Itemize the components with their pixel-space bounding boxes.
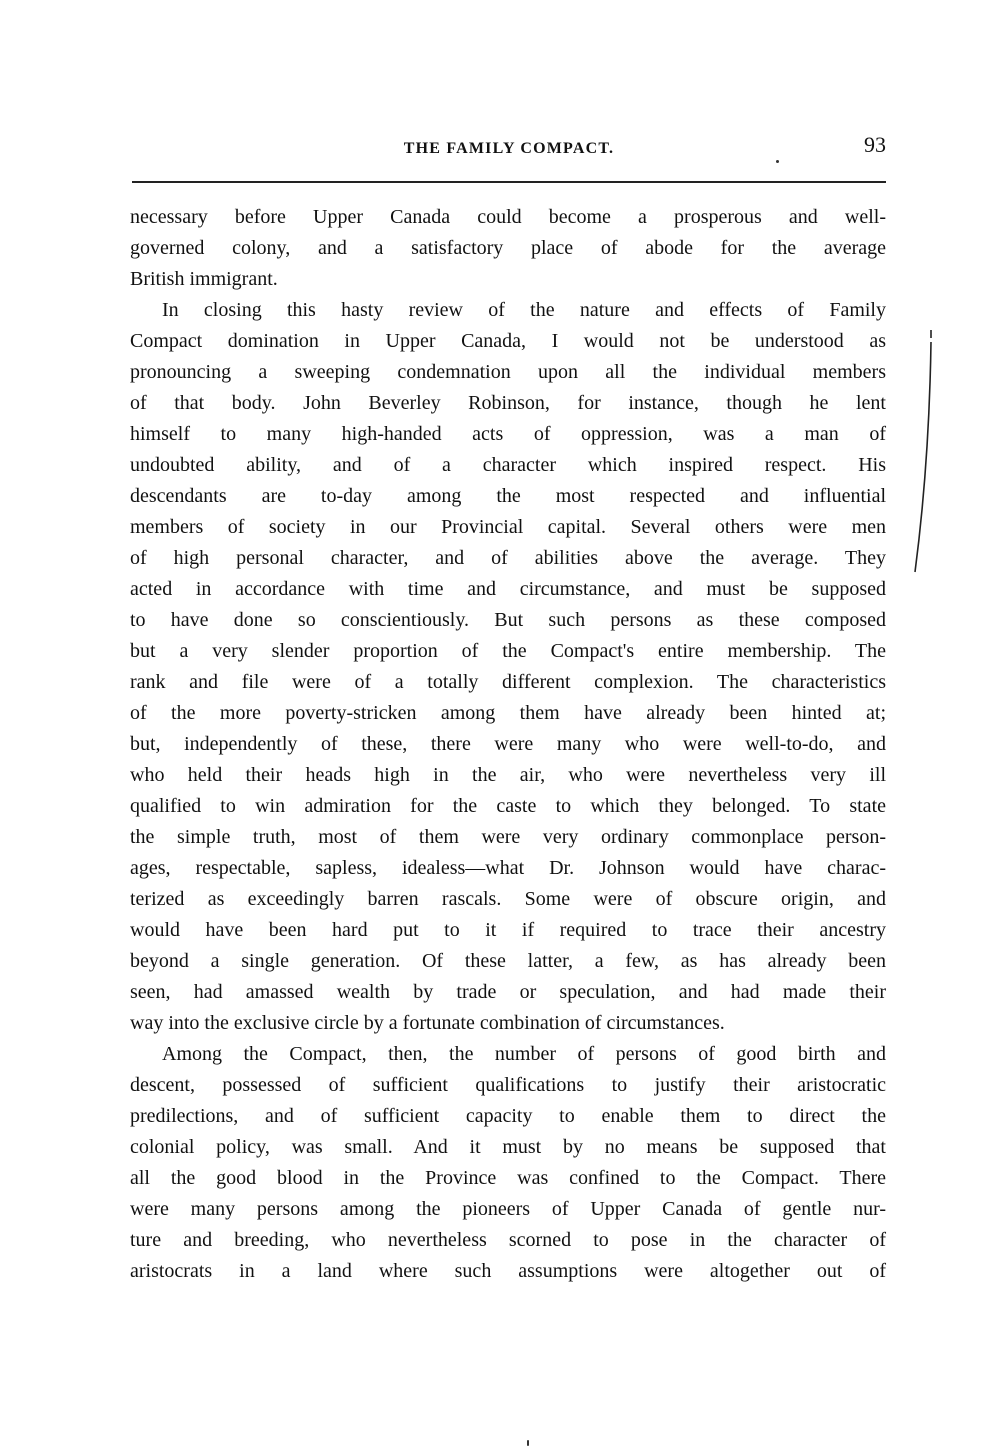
header-rule [132, 181, 886, 183]
text-line: were many persons among the pioneers of Upper Canada of gentle nur- [130, 1198, 886, 1220]
text-line: of high personal character, and of abilities above the average. They [130, 547, 886, 569]
text-line: way into the exclusive circle by a fortunate combination of circumstances. [130, 1012, 725, 1034]
stray-dot [776, 160, 779, 163]
text-line: seen, had amassed wealth by trade or speculation, and had made their [130, 981, 886, 1003]
text-line: members of society in our Provincial capital. Several others were men [130, 516, 886, 538]
text-line: would have been hard put to it if required to trace their ancestry [130, 919, 886, 941]
text-line: rank and file were of a totally different complexion. The characteristics [130, 671, 886, 693]
text-line: descendants are to-day among the most respected and influential [130, 485, 886, 507]
stray-dot [527, 1440, 529, 1446]
margin-pencil-mark [912, 328, 934, 574]
text-line: colonial policy, was small. And it must by no means be supposed that [130, 1136, 886, 1158]
text-line: all the good blood in the Province was confined to the Compact. There [130, 1167, 886, 1189]
paragraph [130, 202, 886, 295]
text-line: beyond a single generation. Of these latter, a few, as has already been [130, 950, 886, 972]
text-line: aristocrats in a land where such assumptions were altogether out of [130, 1260, 886, 1282]
text-line: Among the Compact, then, the number of persons of good birth and [162, 1043, 886, 1065]
text-line: descent, possessed of sufficient qualifications to justify their aristocratic [130, 1074, 886, 1096]
text-line: predilections, and of sufficient capacity to enable them to direct the [130, 1105, 886, 1127]
text-line: necessary before Upper Canada could become a prosperous and well- [130, 206, 886, 228]
text-line: undoubted ability, and of a character which inspired respect. His [130, 454, 886, 476]
text-line: qualified to win admiration for the caste to which they belonged. To state [130, 795, 886, 817]
paragraph [130, 1039, 886, 1287]
text-line: Compact domination in Upper Canada, I would not be understood as [130, 330, 886, 352]
text-line: of the more poverty-stricken among them have already been hinted at; [130, 702, 886, 724]
page-header [130, 132, 888, 166]
text-line: acted in accordance with time and circumstance, and must be supposed [130, 578, 886, 600]
text-line: ages, respectable, sapless, idealess—what Dr. Johnson would have charac- [130, 857, 886, 879]
text-line: ture and breeding, who nevertheless scorned to pose in the character of [130, 1229, 886, 1251]
text-line: but, independently of these, there were many who were well-to-do, and [130, 733, 886, 755]
text-line: to have done so conscientiously. But such persons as these composed [130, 609, 886, 631]
text-line: British immigrant. [130, 268, 278, 290]
running-head: THE FAMILY COMPACT. [403, 140, 615, 157]
text-line: himself to many high-handed acts of oppression, was a man of [130, 423, 886, 445]
text-line: pronouncing a sweeping condemnation upon all the individual members [130, 361, 886, 383]
text-line: of that body. John Beverley Robinson, for instance, though he lent [130, 392, 886, 414]
text-line: the simple truth, most of them were very ordinary commonplace person- [130, 826, 886, 848]
text-line: but a very slender proportion of the Compact's entire membership. The [130, 640, 886, 662]
page-number: 93 [864, 132, 886, 157]
body-text [130, 202, 886, 1287]
text-line: who held their heads high in the air, who were nevertheless very ill [130, 764, 886, 786]
paragraph [130, 295, 886, 1039]
text-line: In closing this hasty review of the nature and effects of Family [162, 299, 886, 321]
text-line: governed colony, and a satisfactory place of abode for the average [130, 237, 886, 259]
text-line: terized as exceedingly barren rascals. Some were of obscure origin, and [130, 888, 886, 910]
